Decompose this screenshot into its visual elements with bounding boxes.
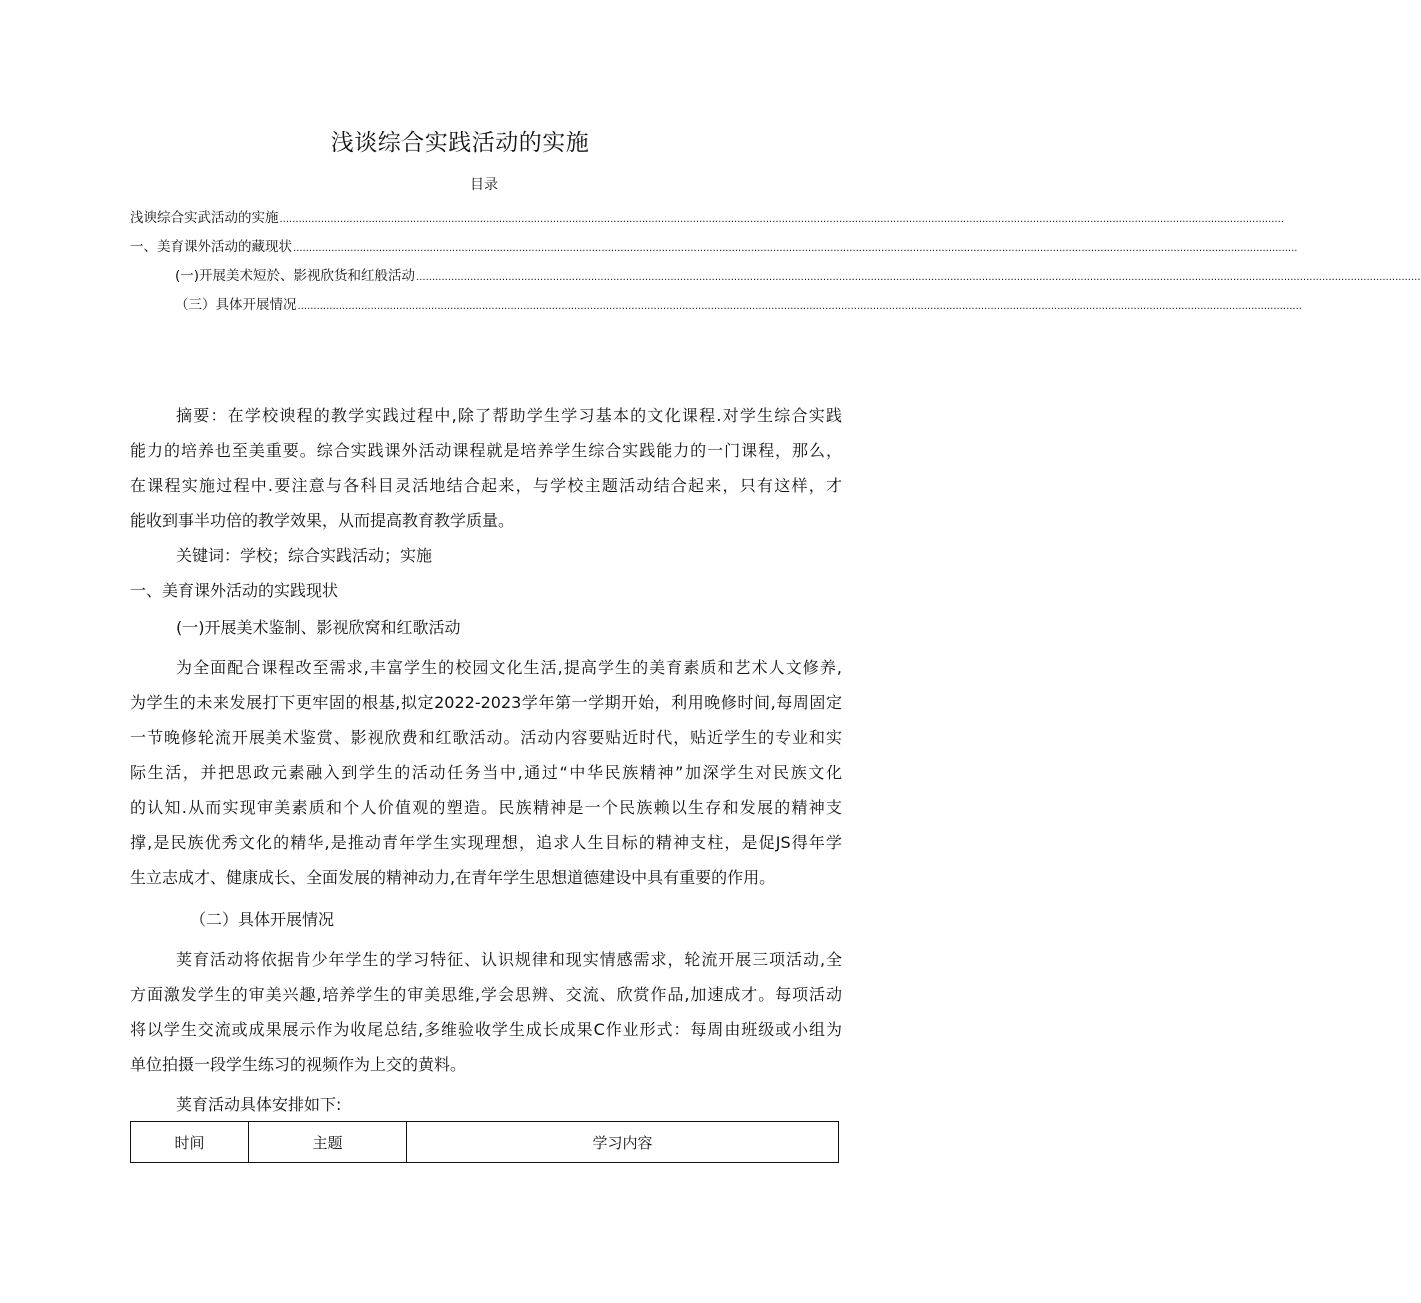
abstract-line: 能力的培养也至美重要。综合实践课外活动课程就是培养学生综合实践能力的一门课程，那么， (130, 441, 842, 460)
paragraph-line: 的认知.从而实现审美素质和个人价值观的塑造。民族精神是一个民族赖以生存和发展的精神支 (130, 798, 842, 817)
toc-entry[interactable] (130, 235, 1298, 255)
paragraph-line: 一节晚修轮流开展美术鉴赏、影视欣费和红歌活动。活动内容要贴近时代，贴近学生的专业和实 (130, 728, 842, 747)
body-paragraph (130, 942, 842, 1082)
paragraph-line: 生立志成才、健康成长、全面发展的精神动力,在青年学生思想道德建设中具有重要的作用。 (130, 868, 776, 887)
subsection-heading: （二）具体开展情况 (190, 910, 335, 929)
toc-leader-dots: ............................................................................................................................................................................................................................................................................................................................ (297, 301, 1302, 312)
toc-entry[interactable] (175, 264, 1421, 284)
toc-entry-text: （三）具体开展情况 (175, 297, 297, 313)
abstract-line: 在课程实施过程中.要注意与各科目灵活地结合起来，与学校主题活动结合起来，只有这样，才 (130, 476, 842, 495)
paragraph-line: 将以学生交流或成果展示作为收尾总结,多维验收学生成长成果C作业形式：每周由班级或小组为 (130, 1020, 842, 1039)
paragraph-line: 单位拍摄一段学生练习的视频作为上交的黄料。 (130, 1055, 467, 1074)
toc-leader-dots: ............................................................................................................................................................................................................................................................................................................................ (416, 272, 1421, 283)
table-header-cell: 时间 (131, 1122, 249, 1163)
toc-heading: 目录 (470, 177, 498, 193)
body-paragraph (130, 650, 842, 895)
page-title: 浅谈综合实践活动的实施 (330, 130, 590, 156)
toc-entry-text: 一、美育课外活动的藏现状 (130, 239, 292, 255)
paragraph-line: 撑,是民族优秀文化的精华,是推动青年学生实现理想，追求人生目标的精神支柱，是促JS得年学 (130, 833, 842, 852)
abstract-line: 能收到事半功倍的教学效果，从而提高教育教学质量。 (130, 511, 515, 530)
toc-entry[interactable] (175, 293, 1302, 313)
toc-leader-dots: ............................................................................................................................................................................................................................................................................................................................ (293, 243, 1298, 254)
toc-entry-text: (一)开展美术短於、影视欣货和红般活动 (175, 268, 416, 284)
keywords: 关键词：学校；综合实践活动；实施 (176, 546, 433, 565)
table-header-cell: 学习内容 (407, 1122, 839, 1163)
table-header-cell: 主题 (249, 1122, 407, 1163)
toc-entry-text: 浅谀综合实武活动的实施 (130, 210, 279, 226)
paragraph-line: 际生活，并把思政元素融入到学生的活动任务当中,通过“中华民族精神”加深学生对民族文化 (130, 763, 842, 782)
page-cutoff (0, 1163, 920, 1303)
abstract-line: 摘要：在学校谀程的教学实践过程中,除了帮助学生学习基本的文化课程.对学生综合实践 (176, 406, 842, 425)
paragraph-line: 荚育活动将依据肯少年学生的学习特征、认识规律和现实情感需求，轮流开展三项活动,全 (176, 950, 842, 969)
paragraph-line: 为学生的未来发展打下更牢固的根基,拟定2022-2023学年第一学期开始，利用晚修时间,每周固定 (130, 693, 842, 712)
section-heading: 一、美育课外活动的实践现状 (130, 581, 339, 600)
schedule-intro: 荚育活动具体安排如下: (176, 1095, 342, 1114)
subsection-heading: (一)开展美术鉴制、影视欣窝和红歌活动 (176, 618, 461, 637)
paragraph-line: 方面激发学生的审美兴趣,培养学生的审美思维,学会思辨、交流、欣赏作品,加速成才。每项活动 (130, 985, 842, 1004)
abstract-paragraph (130, 398, 842, 538)
paragraph-line: 为全面配合课程改至需求,丰富学生的校园文化生活,提高学生的美育素质和艺术人文修养, (176, 658, 842, 677)
toc-entry[interactable] (130, 206, 1284, 226)
toc-leader-dots: ............................................................................................................................................................................................................................................................................................................................ (279, 214, 1284, 225)
table-header-row (131, 1122, 839, 1163)
